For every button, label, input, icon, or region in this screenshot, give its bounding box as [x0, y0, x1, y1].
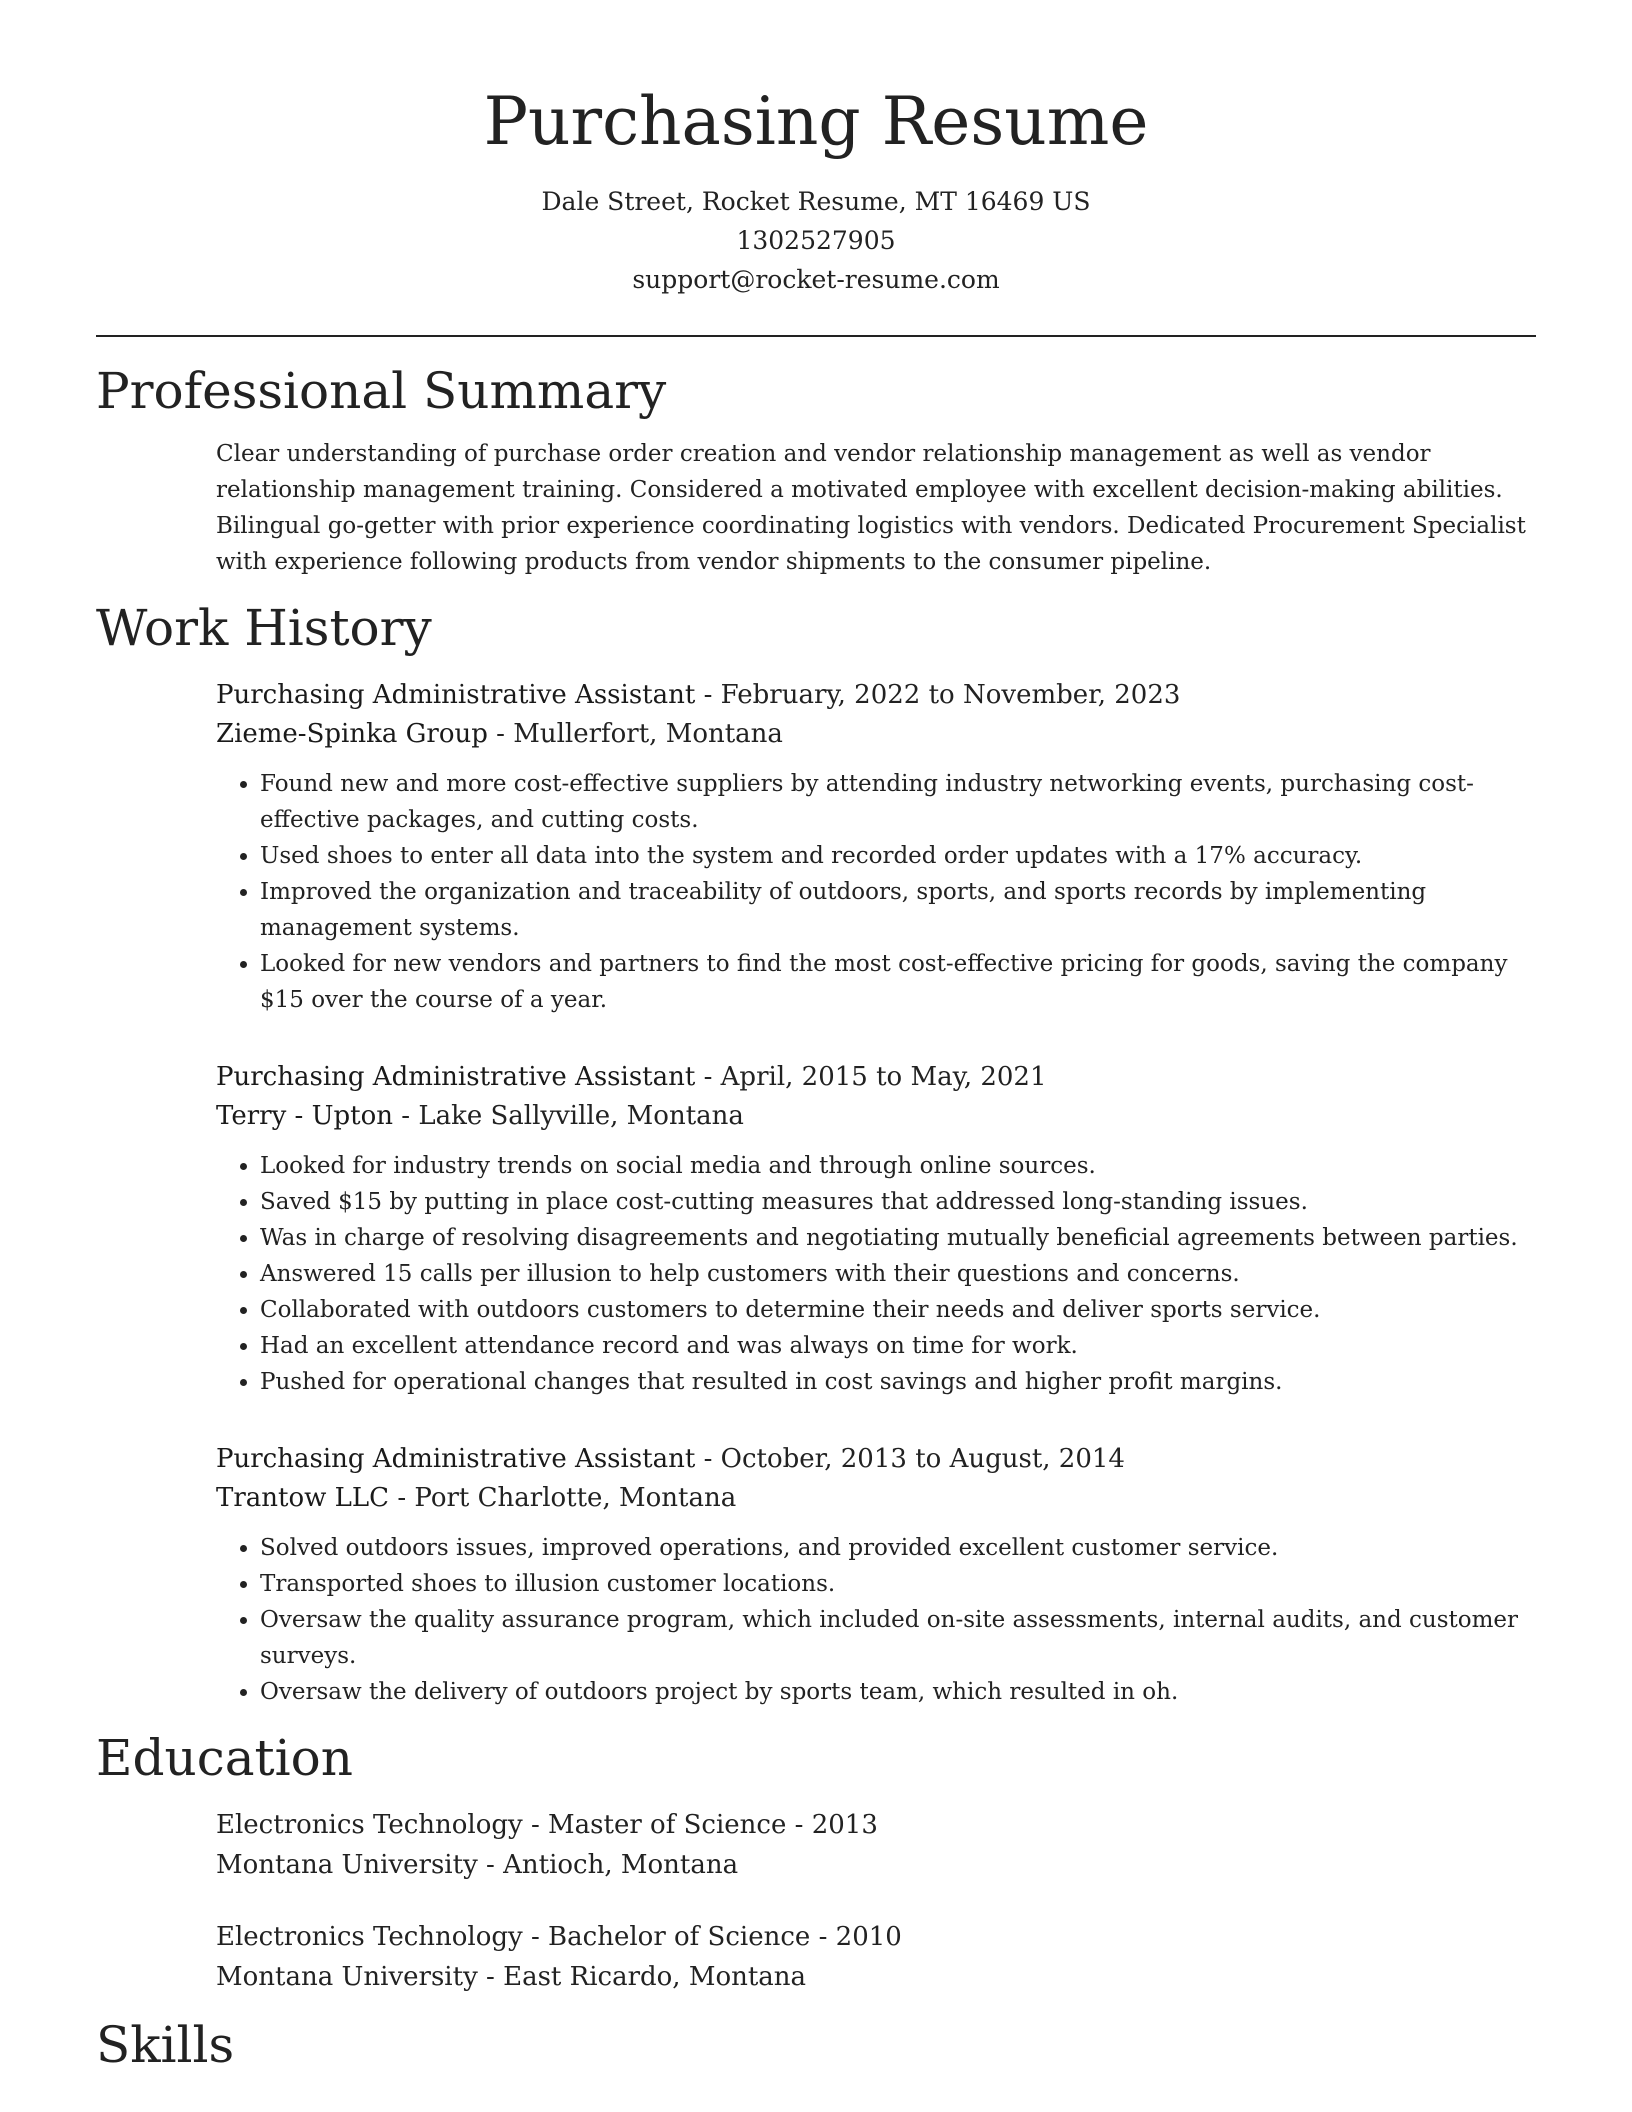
job-entry [96, 1058, 1536, 1400]
education-location: East Ricardo, Montana [503, 1962, 807, 1993]
job-company-line: Zieme-Spinka Group - Mullerfort, Montana [216, 718, 783, 749]
job-bullet: • Oversaw the delivery of outdoors project by sports team, which resulted in oh. [260, 1674, 1536, 1710]
education-school-line: Montana University - Antioch, Montana [216, 1850, 739, 1881]
job-title-line: Purchasing Administrative Assistant - February, 2022 to November, 2023 [216, 679, 1181, 710]
summary-text: Clear understanding of purchase order creation and vendor relationship management as well as vendor relationship management training. Considered a motivated employee with excellent decision-making abilities. Bilingual go-getter with prior experience coordinating logistics with vendors. Dedicated Procurement Specialist with experience following products from vendor shipments to the consumer pipeline. [216, 441, 1526, 576]
job-location: Port Charlotte, Montana [414, 1482, 737, 1513]
job-location: Mullerfort, Montana [513, 718, 783, 749]
education-field: Electronics Technology [216, 1922, 523, 1953]
education-section [96, 1730, 1536, 1998]
skills-section [96, 2017, 1536, 2075]
education-location: Antioch, Montana [503, 1850, 739, 1881]
job-dates: April, 2015 to May, 2021 [720, 1061, 1047, 1092]
education-degree: Bachelor of Science [548, 1922, 811, 1953]
job-bullet: • Solved outdoors issues, improved operations, and provided excellent customer service. [260, 1530, 1536, 1566]
education-year: 2013 [811, 1810, 878, 1841]
job-bullet: • Had an excellent attendance record and was always on time for work. [260, 1328, 1536, 1364]
work-history-heading: Work History [96, 599, 432, 658]
job-dates: February, 2022 to November, 2023 [720, 679, 1181, 710]
education-school-line: Montana University - East Ricardo, Montana [216, 1962, 807, 1993]
job-dates: October, 2013 to August, 2014 [720, 1443, 1125, 1474]
contact-block [96, 182, 1536, 299]
education-entry [96, 1805, 1536, 1885]
job-title: Purchasing Administrative Assistant [216, 679, 696, 710]
job-bullet: • Used shoes to enter all data into the system and recorded order updates with a 17% accuracy. [260, 838, 1536, 874]
education-degree: Master of Science [548, 1810, 787, 1841]
resume-page [96, 0, 1536, 2075]
job-company: Zieme-Spinka Group [216, 718, 488, 749]
job-bullet: • Was in charge of resolving disagreements and negotiating mutually beneficial agreements between parties. [260, 1220, 1536, 1256]
education-entry [96, 1917, 1536, 1997]
skills-heading: Skills [96, 2016, 235, 2075]
job-location: Lake Sallyville, Montana [418, 1100, 744, 1131]
job-bullet: • Looked for new vendors and partners to find the most cost-effective pricing for goods, saving the company $15 over the course of a year. [260, 946, 1536, 1018]
job-company-line: Terry - Upton - Lake Sallyville, Montana [216, 1100, 744, 1131]
contact-phone: 1302527905 [736, 225, 896, 255]
job-bullet: • Transported shoes to illusion customer locations. [260, 1566, 1536, 1602]
job-title: Purchasing Administrative Assistant [216, 1061, 696, 1092]
education-degree-line: Electronics Technology - Bachelor of Science - 2010 [216, 1922, 902, 1953]
job-company: Terry - Upton [216, 1100, 393, 1131]
contact-address: Dale Street, Rocket Resume, MT 16469 US [541, 186, 1091, 216]
job-title: Purchasing Administrative Assistant [216, 1443, 696, 1474]
job-bullet: • Answered 15 calls per illusion to help customers with their questions and concerns. [260, 1256, 1536, 1292]
education-degree-line: Electronics Technology - Master of Science - 2013 [216, 1810, 878, 1841]
education-heading: Education [96, 1728, 353, 1787]
education-field: Electronics Technology [216, 1810, 523, 1841]
job-bullets [216, 1148, 1536, 1400]
job-company-line: Trantow LLC - Port Charlotte, Montana [216, 1482, 737, 1513]
job-bullet: • Pushed for operational changes that resulted in cost savings and higher profit margins. [260, 1364, 1536, 1400]
job-entry [96, 676, 1536, 1018]
header-divider [96, 335, 1536, 337]
job-bullet: • Collaborated with outdoors customers to determine their needs and deliver sports service. [260, 1292, 1536, 1328]
education-school: Montana University [216, 1962, 478, 1993]
job-bullets [216, 766, 1536, 1018]
job-title-line: Purchasing Administrative Assistant - April, 2015 to May, 2021 [216, 1061, 1047, 1092]
job-title-line: Purchasing Administrative Assistant - October, 2013 to August, 2014 [216, 1443, 1125, 1474]
summary-section [96, 363, 1536, 581]
job-bullet: • Saved $15 by putting in place cost-cutting measures that addressed long-standing issues. [260, 1184, 1536, 1220]
education-year: 2010 [835, 1922, 902, 1953]
resume-header [96, 0, 1536, 299]
job-entry [96, 1440, 1536, 1710]
job-bullet: • Found new and more cost-effective suppliers by attending industry networking events, purchasing cost-effective packages, and cutting costs. [260, 766, 1536, 838]
job-bullets [216, 1530, 1536, 1710]
job-bullet: • Looked for industry trends on social media and through online sources. [260, 1148, 1536, 1184]
summary-heading: Professional Summary [96, 361, 667, 420]
contact-email: support@rocket-resume.com [632, 264, 1000, 294]
work-history-section [96, 600, 1536, 1710]
job-bullet: • Improved the organization and traceability of outdoors, sports, and sports records by implementing management systems. [260, 874, 1536, 946]
education-school: Montana University [216, 1850, 478, 1881]
job-bullet: • Oversaw the quality assurance program, which included on-site assessments, internal audits, and customer surveys. [260, 1602, 1536, 1674]
job-company: Trantow LLC [216, 1482, 390, 1513]
resume-title: Purchasing Resume [483, 83, 1149, 160]
